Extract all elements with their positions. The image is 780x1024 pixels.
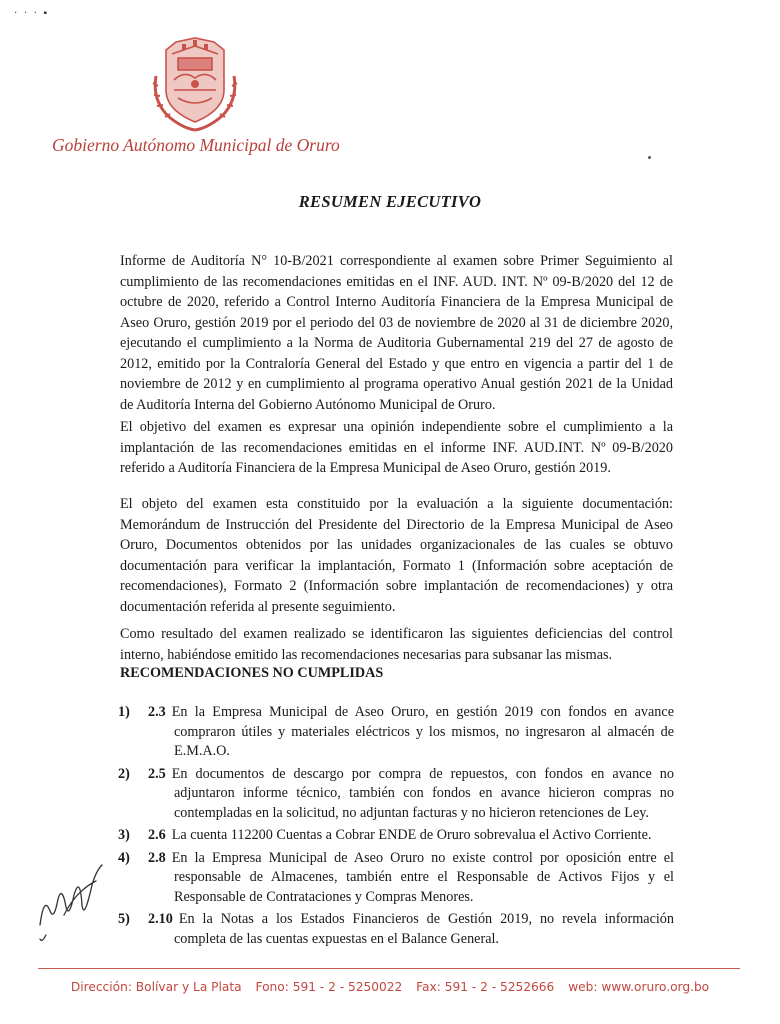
- recommendation-text: En documentos de descargo por compra de repuestos, con fondos en avance no adjuntaron informe técnico, también con fondos en avance hicieron compras no contempladas en la solicitud, no adjuntan facturas y no hicieron retenciones de Ley.: [171, 765, 674, 821]
- recommendation-item: [118, 849, 674, 908]
- paragraph-objective: El objetivo del examen es expresar una opinión independiente sobre el cumplimiento a la implantación de las recomendaciones emitidas en el informe INF. AUD.INT. Nº 09-B/2020 referido a Auditoría Financiera de la Empresa Municipal de Aseo Oruro, gestión 2019.: [120, 419, 673, 477]
- recommendation-item: [118, 765, 674, 824]
- recommendation-text: En la Notas a los Estados Financieros de Gestión 2019, no revela información completa de las cuentas expuestas en el Balance General.: [174, 911, 674, 947]
- paragraph-result: Como resultado del examen realizado se identificaron las siguientes deficiencias del control interno, habiéndose emitido las recomendaciones necesarias para subsanar las mismas.: [120, 626, 673, 663]
- recommendation-code: 2.6: [148, 827, 166, 843]
- recommendation-item: [118, 826, 674, 846]
- recommendation-code: 2.3: [148, 704, 166, 720]
- recommendation-number: 4): [118, 849, 130, 866]
- recommendation-item: [118, 910, 674, 949]
- footer-divider: [38, 968, 740, 969]
- recommendation-list: [118, 703, 674, 952]
- recommendation-code: 2.10: [148, 911, 173, 927]
- recommendation-number: 3): [118, 827, 130, 843]
- footer-phone: Fono: 591 - 2 - 5250022: [255, 980, 403, 994]
- recommendation-number: 2): [118, 765, 130, 782]
- recommendation-item: [118, 703, 674, 762]
- document-title: RESUMEN EJECUTIVO: [298, 192, 482, 211]
- footer-address: Dirección: Bolívar y La Plata: [70, 980, 242, 994]
- recommendation-text: En la Empresa Municipal de Aseo Oruro, en gestión 2019 con fondos en avance compraron útiles y materiales eléctricos y los mismos, no ingresaron al almacén de E.M.A.O.: [171, 704, 674, 759]
- paragraph-scope: El objeto del examen esta constituido por la evaluación a la siguiente documentación: Memorándum de Instrucción del Presidente del Directorio de la Empresa Municipal de Aseo Oruro, Documentos obtenidos por las unidades organizacionales de las cuales se obtuvo documentación para verificar la implantación, Formato 1 (Información sobre aceptación de recomendaciones), Formato 2 (Información sobre implantación de recomendaciones) y otra documentación referida al presente seguimiento.: [120, 496, 673, 615]
- recommendation-text: La cuenta 112200 Cuentas a Cobrar ENDE de Oruro sobrevalua el Activo Corriente.: [171, 827, 652, 843]
- paragraph-intro: Informe de Auditoría N° 10-B/2021 correspondiente al examen sobre Primer Seguimiento al cumplimiento de las recomendaciones emitidas en el INF. AUD. INT. Nº 09-B/2020 del 12 de octubre de 2020, referido a Control Interno Auditoría Financiera de la Empresa Municipal de Aseo Oruro, gestión 2019 por el periodo del 03 de noviembre de 2020 al 31 de diciembre 2020, ejecutando el cumplimiento a la Norma de Auditoria Gubernamental 219 del 27 de agosto de 2012, emitido por la Contraloría General del Estado y que entro en vigencia a partir del 1 de noviembre de 2012 y en cumplimiento al programa operativo Anual gestión 2021 de la Unidad de Auditoría Interna del Gobierno Autónomo Municipal de Oruro.: [120, 253, 673, 413]
- section-heading: RECOMENDACIONES NO CUMPLIDAS: [120, 665, 384, 681]
- municipal-seal-logo: [148, 36, 242, 136]
- recommendation-number: 5): [118, 911, 130, 927]
- footer-website-link[interactable]: web: www.oruro.org.bo: [568, 980, 710, 994]
- scan-speck: [648, 156, 651, 159]
- handwritten-signature: [36, 855, 108, 947]
- footer-fax: Fax: 591 - 2 - 5252666: [416, 980, 555, 994]
- footer: [0, 980, 780, 994]
- recommendation-number: 1): [118, 704, 130, 720]
- organization-name: Gobierno Autónomo Municipal de Oruro: [52, 135, 340, 155]
- recommendation-code: 2.8: [148, 849, 166, 866]
- recommendation-code: 2.5: [148, 765, 166, 782]
- recommendation-text: En la Empresa Municipal de Aseo Oruro no existe control por oposición entre el responsable de Almacenes, también entre el Responsable de Activos Fijos y el Responsable de Contrataciones y Compras Menores.: [171, 849, 674, 905]
- scan-mark: · · · ▪: [14, 8, 50, 19]
